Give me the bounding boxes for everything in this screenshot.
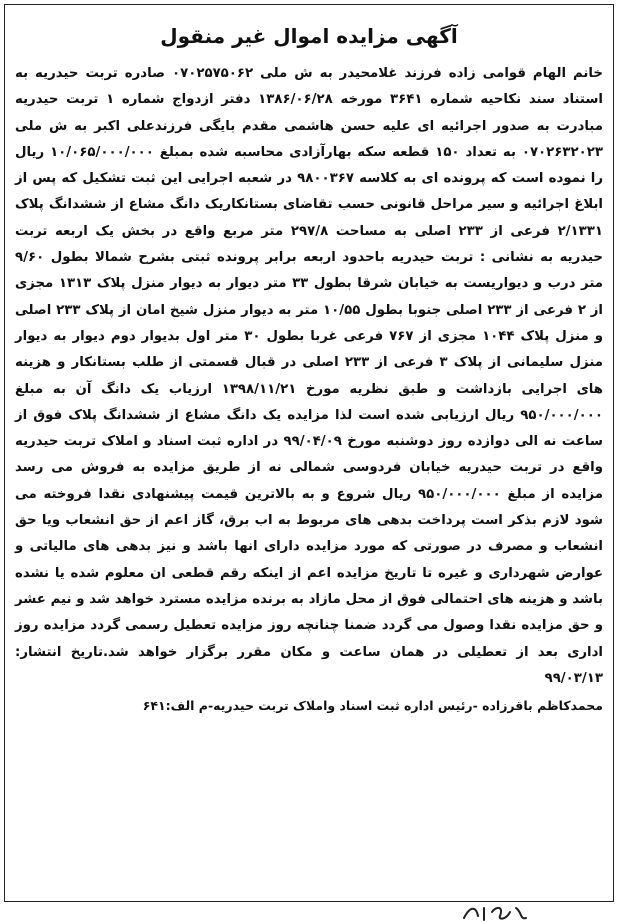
notice-title: آگهی مزایده اموال غیر منقول xyxy=(160,24,458,48)
handwritten-mark-icon xyxy=(460,902,530,922)
notice-body: خانم الهام قوامی زاده فرزند غلامحیدر به ش ملی ۰۷۰۲۵۷۵۰۶۲ صادره تربت حیدریه به استناد سند نکاحیه شماره ۳۶۴۱ مورخه ۱۳۸۶/۰۶/۲۸ دفتر ازدواج شماره ۱ تربت حیدریه مبادرت به صدور اجرائیه ای علیه حسن هاشمی مقدم بایگی فرزندعلی اکبر به ش ملی ۰۷۰۲۶۳۲۰۲۳ به تعداد ۱۵۰ قطعه سکه بهارآزادی محاسبه شده بمبلغ ۱۰/۰۶۵/۰۰۰/۰۰۰ ریال را نموده است که پرونده ای به کلاسه ۹۸۰۰۳۶۷ در شعبه اجرایی این ثبت تشکیل که پس از ابلاغ اجرائیه و سیر مراحل قانونی حسب تقاضای بستانکاریک دانگ مشاع از ششدانگ پلاک ۲/۱۳۳۱ فرعی از ۲۳۳ اصلی به مساحت ۲۹۷/۸ متر مربع واقع در بخش یک اربعه تربت حیدریه به نشانی : تربت حیدریه باحدود اربعه برابر پرونده ثبتی بشرح شمالا بطول ۹/۶۰ متر درب و دیواریست به خیابان شرقا بطول ۳۳ متر دیوار به دیوار منزل پلاک ۱۳۱۳ مجزی از ۲ فرعی از ۲۳۳ اصلی جنوبا بطول ۱۰/۵۵ متر به دیوار منزل شیخ امان از پلاک ۲۳۳ اصلی و منزل پلاک ۱۰۴۴ مجزی از ۷۶۷ فرعی غربا بطول ۳۰ متر اول بدیوار دوم دیوار به دیوار منزل سلیمانی از پلاک ۳ فرعی از ۲۳۳ اصلی در قبال قسمتی از طلب بستانکار و هزینه های اجرایی بازداشت و طبق نظریه مورخ ۱۳۹۸/۱۱/۲۱ ارزیاب یک دانگ آن به مبلغ ۹۵۰/۰۰۰/۰۰۰ ریال ارزیابی شده است لذا مزایده یک دانگ مشاع از ششدانگ پلاک فوق از ساعت نه الی دوازده روز دوشنبه مورخ ۹۹/۰۴/۰۹ در اداره ثبت اسناد و املاک تربت حیدریه واقع در تربت حیدریه خیابان فردوسی شمالی نه از طریق مزایده به فروش می رسد مزایده از مبلغ ۹۵۰/۰۰۰/۰۰۰ ریال شروع و به بالاترین قیمت پیشنهادی نقدا فروخته می شود لازم بذکر است پرداخت بدهی های مربوط به اب برق، گاز اعم از حق انشعاب ویا حق انشعاب و مصرف در صورتی که مورد مزایده دارای انها باشد و نیز بدهی های مالیاتی و عوارض شهرداری و غیره تا تاریخ مزایده اعم از اینکه رقم قطعی ان معلوم شده یا نشده باشد و هزینه های احتمالی فوق از محل مازاد به برنده مزایده مسترد خواهد شد و نیم عشر و حق مزایده نقدا وصول می گردد ضمنا چنانچه روز مزایده تعطیل رسمی گردد مزایده روز اداری بعد از تعطیلی در همان ساعت و مکان مقرر برگزار خواهد شد.تاریخ انتشار: ۹۹/۰۳/۱۳ xyxy=(15,66,604,686)
auction-notice xyxy=(4,4,614,902)
notice-signature: محمدکاظم باقرزاده -رئیس اداره ثبت اسناد واملاک تربت حیدریه-م الف:۶۴۱ xyxy=(142,698,603,714)
